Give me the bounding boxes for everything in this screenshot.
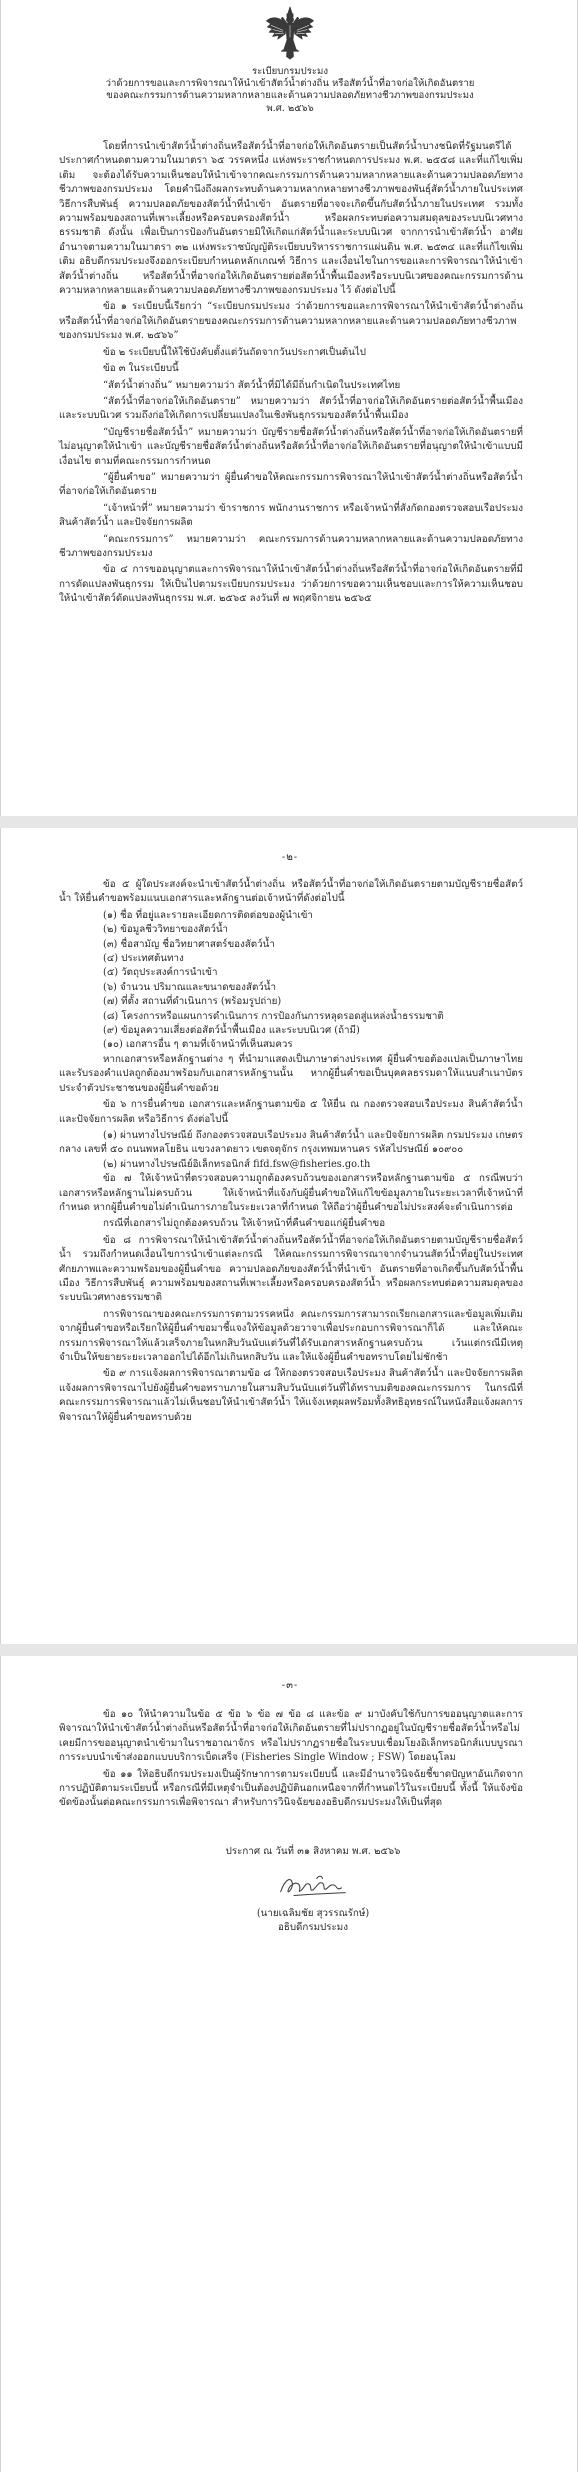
clause-9: ข้อ ๙ การแจ้งผลการพิจารณาตามข้อ ๘ ให้กองตรวจสอบเรือประมง สินค้าสัตว์น้ำ และปัจจัยการผลิต แจ้งผลการพิจารณาไปยังผู้ยื่นคำขอทราบภายในสามสิบวันนับแต่วันที่ได้ทราบมติของคณะกรรมการ ในกรณีที่คณะกรรมการพิจารณาแล้วไม่เห็นชอบให้นำเข้าสัตว์น้ำ ให้แจ้งเหตุผลพร้อมทั้งสิทธิอุทธรณ์ในหนังสือแจ้งผลการพิจารณาให้ผู้ยื่นคำขอทราบด้วย	[59, 1368, 523, 1423]
signatory-title: อธิบดีกรมประมง	[277, 1921, 349, 1933]
announcement-date: ประกาศ ณ วันที่ ๓๑ สิงหาคม พ.ศ. ๒๕๖๖	[225, 1845, 401, 1857]
clause-2: ข้อ ๒ ระเบียบนี้ให้ใช้บังคับตั้งแต่วันถัดจากวันประกาศเป็นต้นไป	[103, 346, 367, 358]
clause-3: ข้อ ๓ ในระเบียบนี้	[103, 363, 179, 375]
clause-11: ข้อ ๑๑ ให้อธิบดีกรมประมงเป็นผู้รักษาการตามระเบียบนี้ และมีอำนาจวินิจฉัยชี้ขาดปัญหาอันเกิดจากการปฏิบัติตามระเบียบนี้ หรือกรณีที่มีเหตุจำเป็นต้องปฏิบัตินอกเหนือจากที่กำหนดไว้ในระเบียบนี้ ทั้งนี้ ให้แจ้งข้อขัดข้องนั้นต่อคณะกรรมการเพื่อพิจารณา สำหรับการวินิจฉัยของอธิบดีกรมประมงให้เป็นที่สุด	[59, 1768, 523, 1809]
page-3-body	[59, 1708, 523, 1935]
clause-5-note: หากเอกสารหรือหลักฐานต่าง ๆ ที่นำมาแสดงเป็นภาษาต่างประเทศ ผู้ยื่นคำขอต้องแปลเป็นภาษาไทยและรับรองคำแปลถูกต้องมาพร้อมกับเอกสารหลักฐานนั้น หากผู้ยื่นคำขอเป็นบุคคลธรรมดาให้แนบสำเนาบัตรประจำตัวประชาชนของผู้ยื่นคำขอด้วย	[59, 1053, 523, 1094]
page-number: -๒-	[281, 852, 299, 863]
document-year: พ.ศ. ๒๕๖๖	[266, 102, 314, 114]
document-title-block	[41, 66, 539, 115]
clause-6: ข้อ ๖ การยื่นคำขอ เอกสารและหลักฐานตามข้อ ๕ ให้ยื่น ณ กองตรวจสอบเรือประมง สินค้าสัตว์น้ำ และปัจจัยการผลิต หรือวิธีการ ดังต่อไปนี้	[59, 1099, 523, 1125]
clause-5: ข้อ ๕ ผู้ใดประสงค์จะนำเข้าสัตว์น้ำต่างถิ่น หรือสัตว์น้ำที่อาจก่อให้เกิดอันตรายตามบัญชีรายชื่อสัตว์น้ำ ให้ยื่นคำขอพร้อมแนบเอกสารและหลักฐานต่อเจ้าหน้าที่ดังต่อไปนี้	[59, 879, 523, 905]
page-2-body	[59, 878, 523, 1427]
definition-harmful-aquatic-animal: “สัตว์น้ำที่อาจก่อให้เกิดอันตราย” หมายความว่า สัตว์น้ำที่อาจก่อให้เกิดอันตรายต่อสัตว์น้ำพื้นเมืองและระบบนิเวศ รวมถึงก่อให้เกิดการเปลี่ยนแปลงในเชิงพันธุกรรมของสัตว์น้ำพื้นเมือง	[59, 395, 523, 422]
document-page-1	[0, 0, 578, 816]
clause-5-item: (๓) ชื่อสามัญ ชื่อวิทยาศาสตร์ของสัตว์น้ำ	[103, 938, 275, 950]
clause-6-item-email: (๒) ผ่านทางไปรษณีย์อิเล็กทรอนิกส์ fifd.fsw@fisheries.go.th	[103, 1158, 371, 1170]
signatory-name: (นายเฉลิมชัย สุวรรณรักษ์)	[256, 1907, 370, 1919]
page-1-body	[59, 140, 523, 609]
clause-5-item: (๒) ข้อมูลชีววิทยาของสัตว์น้ำ	[103, 924, 229, 936]
clause-7: ข้อ ๗ ให้เจ้าหน้าที่ตรวจสอบความถูกต้องครบถ้วนของเอกสารหรือหลักฐานตามข้อ ๕ กรณีพบว่าเอกสารหรือหลักฐานไม่ครบถ้วน ให้เจ้าหน้าที่แจ้งกับผู้ยื่นคำขอให้แก้ไขข้อมูลภายในระยะเวลาที่เจ้าหน้าที่กำหนด หากผู้ยื่นคำขอไม่ดำเนินการภายในระยะเวลาที่กำหนด ให้ถือว่าผู้ยื่นคำขอไม่ประสงค์จะดำเนินการต่อ	[59, 1173, 523, 1213]
definition-species-list: “บัญชีรายชื่อสัตว์น้ำ” หมายความว่า บัญชีรายชื่อสัตว์น้ำต่างถิ่นหรือสัตว์น้ำที่อาจก่อให้เกิดอันตรายที่ไม่อนุญาตให้นำเข้า และบัญชีรายชื่อสัตว์น้ำต่างถิ่นหรือสัตว์น้ำที่อาจก่อให้เกิดอันตรายที่อนุญาตให้นำเข้าแบบมีเงื่อนไข ตามที่คณะกรรมการกำหนด	[59, 426, 523, 467]
document-page-2	[0, 828, 578, 1644]
clause-5-item: (๘) โครงการหรือแผนการดำเนินการ การป้องกันการหลุดรอดสู่แหล่งน้ำธรรมชาติ	[103, 1010, 444, 1022]
signature-block	[197, 1845, 429, 1935]
garuda-emblem-icon	[264, 6, 316, 60]
clause-5-item: (๙) ข้อมูลความเสี่ยงต่อสัตว์น้ำพื้นเมือง และระบบนิเวศ (ถ้ามี)	[103, 1025, 360, 1037]
clause-6-item-postal: (๑) ผ่านทางไปรษณีย์ ถึงกองตรวจสอบเรือประมง สินค้าสัตว์น้ำ และปัจจัยการผลิต กรมประมง เกษตรกลาง เลขที่ ๕๐ ถนนพหลโยธิน แขวงลาดยาว เขตจตุจักร กรุงเทพมหานคร รหัสไปรษณีย์ ๑๐๙๐๐	[59, 1129, 523, 1156]
definition-applicant: “ผู้ยื่นคำขอ” หมายความว่า ผู้ยื่นคำขอให้คณะกรรมการพิจารณาให้นำเข้าสัตว์น้ำต่างถิ่นหรือสัตว์น้ำที่อาจก่อให้เกิดอันตราย	[59, 471, 523, 498]
preamble-paragraph: โดยที่การนำเข้าสัตว์น้ำต่างถิ่นหรือสัตว์น้ำที่อาจก่อให้เกิดอันตรายเป็นสัตว์น้ำบางชนิดที่รัฐมนตรีได้ประกาศกำหนดตามความในมาตรา ๖๕ วรรคหนึ่ง แห่งพระราชกำหนดการประมง พ.ศ. ๒๕๕๘ และที่แก้ไขเพิ่มเติม จะต้องได้รับความเห็นชอบให้นำเข้าจากคณะกรรมการด้านความหลากหลายและด้านความปลอดภัยทางชีวภาพของกรมประมง โดยคำนึงถึงผลกระทบด้านความหลากหลายทางชีวภาพของพันธุ์สัตว์น้ำภายในประเทศ วิธีการสืบพันธุ์ ความปลอดภัยของสัตว์น้ำที่นำเข้า อันตรายที่อาจจะเกิดขึ้นกับสัตว์น้ำภายในประเทศ รวมทั้งความพร้อมของสถานที่เพาะเลี้ยงหรือครอบครองสัตว์น้ำ หรือผลกระทบต่อความสมดุลของระบบนิเวศทางธรรมชาติ ดังนั้น เพื่อเป็นการป้องกันอันตรายมิให้เกิดแก่สัตว์น้ำและระบบนิเวศ จากการนำเข้าสัตว์น้ำ อาศัยอำนาจตามความในมาตรา ๓๒ แห่งพระราชบัญญัติระเบียบบริหารราชการแผ่นดิน พ.ศ. ๒๕๓๔ และที่แก้ไขเพิ่มเติม อธิบดีกรมประมงจึงออกระเบียบกำหนดหลักเกณฑ์ วิธีการ และเงื่อนไขในการขอและการพิจารณาให้นำเข้าสัตว์น้ำต่างถิ่น หรือสัตว์น้ำที่อาจก่อให้เกิดอันตรายต่อสัตว์น้ำพื้นเมืองหรือระบบนิเวศของคณะกรรมการด้านความหลากหลายและด้านความปลอดภัยทางชีวภาพของกรมประมง ไว้ ดังต่อไปนี้	[59, 141, 523, 297]
document-page-3	[0, 1656, 578, 2472]
clause-8-paragraph-2: การพิจารณาของคณะกรรมการตามวรรคหนึ่ง คณะกรรมการสามารถเรียกเอกสารและข้อมูลเพิ่มเติมจากผู้ยื่นคำขอหรือเรียกให้ผู้ยื่นคำขอมาชี้แจงให้ข้อมูลด้วยวาจาเพื่อประกอบการพิจารณาก็ได้ และให้คณะกรรมการพิจารณาให้แล้วเสร็จภายในหกสิบวันนับแต่วันที่ได้รับเอกสารหลักฐานครบถ้วน เว้นแต่กรณีมีเหตุจำเป็นให้ขยายระยะเวลาออกไปได้อีกไม่เกินหกสิบวัน และให้แจ้งผู้ยื่นคำขอทราบโดยไม่ชักช้า	[59, 1308, 523, 1363]
document-subtitle-line-2: ของคณะกรรมการด้านความหลากหลายและด้านความปลอดภัยทางชีวภาพของกรมประมง	[106, 90, 474, 102]
clause-5-item: (๖) จำนวน ปริมาณและขนาดของสัตว์น้ำ	[103, 981, 277, 993]
definition-officer: “เจ้าหน้าที่” หมายความว่า ข้าราชการ พนักงานราชการ หรือเจ้าหน้าที่สังกัดกองตรวจสอบเรือประมง สินค้าสัตว์น้ำ และปัจจัยการผลิต	[59, 502, 523, 529]
definition-alien-aquatic-animal: “สัตว์น้ำต่างถิ่น” หมายความว่า สัตว์น้ำที่มิได้มีถิ่นกำเนิดในประเทศไทย	[103, 379, 401, 391]
document-subtitle-line-1: ว่าด้วยการขอและการพิจารณาให้นำเข้าสัตว์น้ำต่างถิ่น หรือสัตว์น้ำที่อาจก่อให้เกิดอันตราย	[105, 78, 475, 90]
clause-5-item: (๕) วัตถุประสงค์การนำเข้า	[103, 967, 218, 979]
clause-10: ข้อ ๑๐ ให้นำความในข้อ ๕ ข้อ ๖ ข้อ ๗ ข้อ ๘ และข้อ ๙ มาบังคับใช้กับการขออนุญาตและการพิจารณาให้นำเข้าสัตว์น้ำต่างถิ่นหรือสัตว์น้ำที่อาจก่อให้เกิดอันตรายที่ไม่ปรากฏอยู่ในบัญชีรายชื่อสัตว์น้ำหรือไม่เคยมีการขออนุญาตนำเข้ามาในราชอาณาจักร หรือไม่ปรากฏรายชื่อในระบบเชื่อมโยงอิเล็กทรอนิกส์แบบบูรณาการระบบนำเข้าส่งออกแบบบริการเบ็ดเสร็จ (Fisheries Single Window ; FSW) โดยอนุโลม	[59, 1709, 523, 1764]
document-title: ระเบียบกรมประมง	[251, 66, 329, 77]
definition-committee: “คณะกรรมการ” หมายความว่า คณะกรรมการด้านความหลากหลายและด้านความปลอดภัยทางชีวภาพของกรมประมง	[59, 533, 523, 559]
clause-8: ข้อ ๘ การพิจารณาให้นำเข้าสัตว์น้ำต่างถิ่นหรือสัตว์น้ำที่อาจก่อให้เกิดอันตรายตามบัญชีรายชื่อสัตว์น้ำ รวมถึงกำหนดเงื่อนไขการนำเข้าแต่ละกรณี ให้คณะกรรมการพิจารณาจากจำนวนสัตว์น้ำที่อยู่ในประเทศ ศักยภาพและความพร้อมของผู้ยื่นคำขอ ความปลอดภัยของสัตว์น้ำที่นำเข้า อันตรายที่อาจเกิดขึ้นกับสัตว์น้ำพื้นเมือง วิธีการสืบพันธุ์ ความพร้อมของสถานที่เพาะเลี้ยงหรือครอบครองสัตว์น้ำ หรือผลกระทบต่อความสมดุลของระบบนิเวศทางธรรมชาติ	[59, 1234, 523, 1304]
page-number: -๓-	[281, 1680, 299, 1691]
handwritten-signature-icon	[274, 1867, 352, 1905]
clause-5-item: (๑) ชื่อ ที่อยู่และรายละเอียดการติดต่อของผู้นำเข้า	[103, 909, 313, 921]
clause-5-item: (๔) ประเทศต้นทาง	[103, 953, 184, 965]
clause-7-paragraph-2: กรณีที่เอกสารไม่ถูกต้องครบถ้วน ให้เจ้าหน้าที่คืนคำขอแก่ผู้ยื่นคำขอ	[103, 1218, 386, 1230]
clause-4: ข้อ ๔ การขออนุญาตและการพิจารณาให้นำเข้าสัตว์น้ำต่างถิ่นหรือสัตว์น้ำที่อาจก่อให้เกิดอันตรายที่มีการดัดแปลงพันธุกรรม ให้เป็นไปตามระเบียบกรมประมง ว่าด้วยการขอความเห็นชอบและการให้ความเห็นชอบให้นำเข้าสัตว์ดัดแปลงพันธุกรรม พ.ศ. ๒๕๖๕ ลงวันที่ ๗ พฤศจิกายน ๒๕๖๕	[59, 564, 523, 605]
clause-5-item: (๗) ที่ตั้ง สถานที่ดำเนินการ (พร้อมรูปถ่าย)	[103, 996, 282, 1008]
clause-5-item: (๑๐) เอกสารอื่น ๆ ตามที่เจ้าหน้าที่เห็นสมควร	[103, 1039, 293, 1051]
clause-1: ข้อ ๑ ระเบียบนี้เรียกว่า “ระเบียบกรมประมง ว่าด้วยการขอและการพิจารณาให้นำเข้าสัตว์น้ำต่างถิ่น หรือสัตว์น้ำที่อาจก่อให้เกิดอันตรายของคณะกรรมการด้านความหลากหลายและด้านความปลอดภัยทางชีวภาพของกรมประมง พ.ศ. ๒๕๖๖”	[59, 301, 523, 342]
